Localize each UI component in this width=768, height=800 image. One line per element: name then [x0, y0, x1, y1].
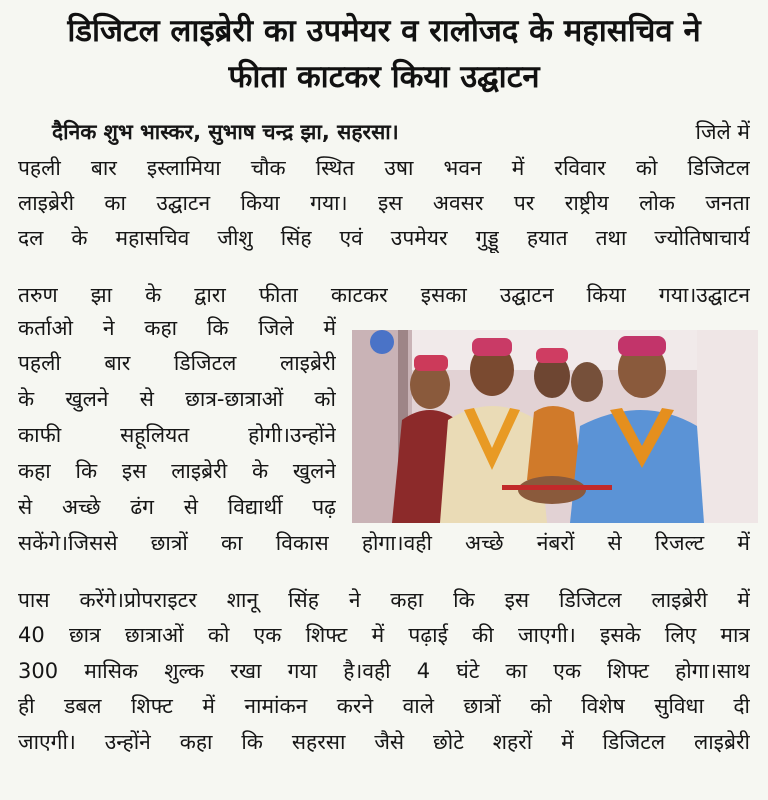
- body-line-6: कर्ताओ ने कहा कि जिले में: [18, 316, 336, 340]
- inauguration-photo: [352, 330, 758, 523]
- byline: दैनिक शुभ भास्कर, सुभाष चन्द्र झा, सहरसा।: [52, 120, 399, 144]
- body-line-12: सकेंगे।जिससे छात्रों का विकास होगा।वही अच्छे नंबरों से रिजल्ट में: [18, 531, 750, 555]
- body-line-13: पास करेंगे।प्रोपराइटर शानू सिंह ने कहा कि इस डिजिटल लाइब्रेरी में: [18, 588, 750, 612]
- body-line-16: ही डबल शिफ्ट में नामांकन करने वाले छात्रों को विशेष सुविधा दी: [18, 694, 750, 718]
- body-line-14: 40 छात्र छात्राओं को एक शिफ्ट में पढ़ाई की जाएगी। इसके लिए मात्र: [18, 623, 750, 647]
- body-line-11: से अच्छे ढंग से विद्यार्थी पढ़: [18, 495, 336, 519]
- headline: [6, 8, 762, 100]
- body-line-5: तरुण झा के द्वारा फीता काटकर इसका उद्घाटन किया गया।उद्घाटन: [18, 283, 750, 307]
- body-line-10: कहा कि इस लाइब्रेरी के खुलने: [18, 459, 336, 483]
- body-line-4: दल के महासचिव जीशु सिंह एवं उपमेयर गुड्डू हयात तथा ज्योतिषाचार्य: [18, 226, 750, 250]
- body-line-2: पहली बार इस्लामिया चौक स्थित उषा भवन में रविवार को डिजिटल: [18, 156, 750, 180]
- headline-line-1: डिजिटल लाइब्रेरी का उपमेयर व रालोजद के महासचिव ने: [67, 13, 701, 49]
- body-line-8: के खुलने से छात्र-छात्राओं को: [18, 387, 336, 411]
- body-line-7: पहली बार डिजिटल लाइब्रेरी: [18, 351, 336, 375]
- headline-line-2: फीता काटकर किया उद्घाटन: [228, 59, 540, 95]
- body-line-15: 300 मासिक शुल्क रखा गया है।वही 4 घंटे का एक शिफ्ट होगा।साथ: [18, 659, 750, 683]
- body-text: जिले में: [695, 120, 750, 144]
- body-line-3: लाइब्रेरी का उद्घाटन किया गया। इस अवसर पर राष्ट्रीय लोक जनता: [18, 191, 750, 215]
- body-line-17: जाएगी। उन्होंने कहा कि सहरसा जैसे छोटे शहरों में डिजिटल लाइब्रेरी: [18, 730, 750, 754]
- body-line-1: [18, 117, 750, 147]
- body-line-9: काफी सहूलियत होगी।उन्होंने: [18, 423, 336, 447]
